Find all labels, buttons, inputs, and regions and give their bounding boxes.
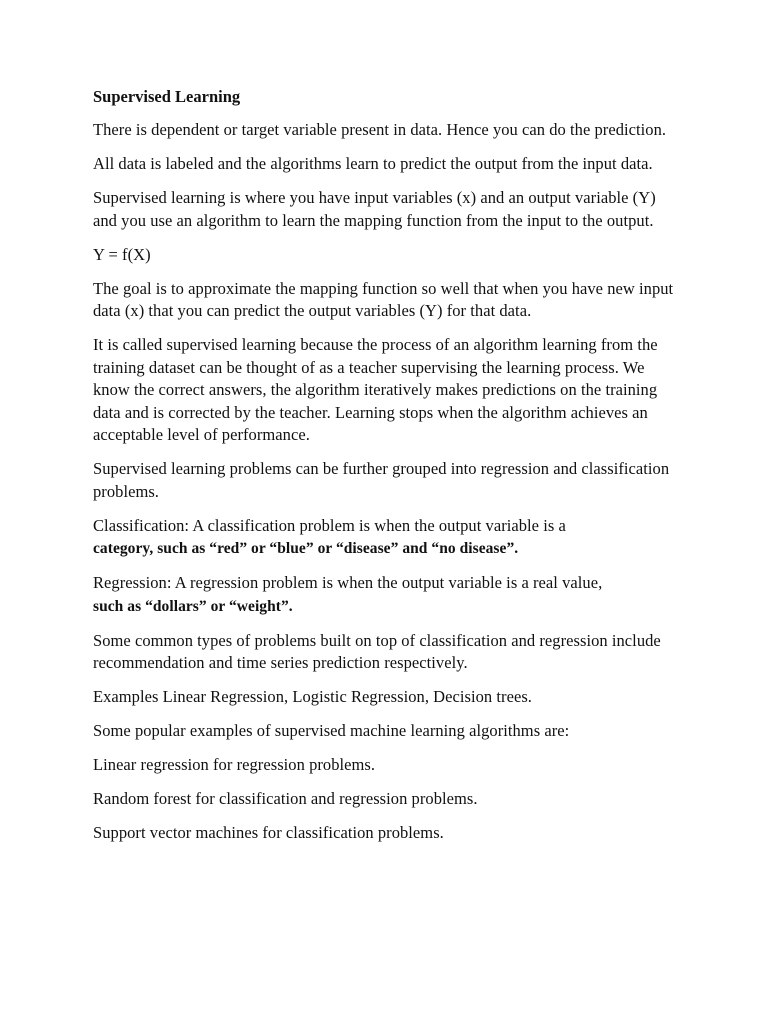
paragraph-target-variable: There is dependent or target variable present in data. Hence you can do the prediction. <box>93 120 667 139</box>
paragraph-linear-regression: Linear regression for regression problems. <box>93 755 376 774</box>
paragraph-common-types: Some common types of problems built on top of classification and regression include recommendation and time series prediction respectively. <box>93 630 661 672</box>
regression-intro: Regression: A regression problem is when the output variable is a real value, <box>93 573 603 592</box>
paragraph-why-supervised: It is called supervised learning because the process of an algorithm learning from the training dataset can be thought of as a teacher supervising the learning process. We know the correct answers, the algorithm iteratively makes predictions on the training data and is corrected by the teacher. Learning stops when the algorithm achieves an acceptable level of performance. <box>93 335 658 444</box>
regression-examples: such as “dollars” or “weight”. <box>93 597 293 615</box>
paragraph-regression <box>93 572 683 618</box>
paragraph-goal: The goal is to approximate the mapping function so well that when you have new input data (x) that you can predict the output variables (Y) for that data. <box>93 278 674 320</box>
paragraph-grouping: Supervised learning problems can be further grouped into regression and classification problems. <box>93 459 670 501</box>
document-content <box>93 86 683 856</box>
paragraph-formula: Y = f(X) <box>93 244 151 264</box>
paragraph-classification <box>93 515 683 561</box>
paragraph-svm: Support vector machines for classification problems. <box>93 823 444 842</box>
classification-examples: category, such as “red” or “blue” or “disease” and “no disease”. <box>93 540 519 557</box>
paragraph-definition: Supervised learning is where you have input variables (x) and an output variable (Y) and you use an algorithm to learn the mapping function from the input to the output. <box>93 188 656 230</box>
paragraph-popular-examples: Some popular examples of supervised machine learning algorithms are: <box>93 721 570 740</box>
paragraph-labeled-data: All data is labeled and the algorithms learn to predict the output from the input data. <box>93 154 653 173</box>
classification-intro: Classification: A classification problem is when the output variable is a <box>93 515 566 535</box>
paragraph-random-forest: Random forest for classification and regression problems. <box>93 789 478 808</box>
paragraph-examples: Examples Linear Regression, Logistic Regression, Decision trees. <box>93 687 532 706</box>
document-title: Supervised Learning <box>93 87 241 106</box>
